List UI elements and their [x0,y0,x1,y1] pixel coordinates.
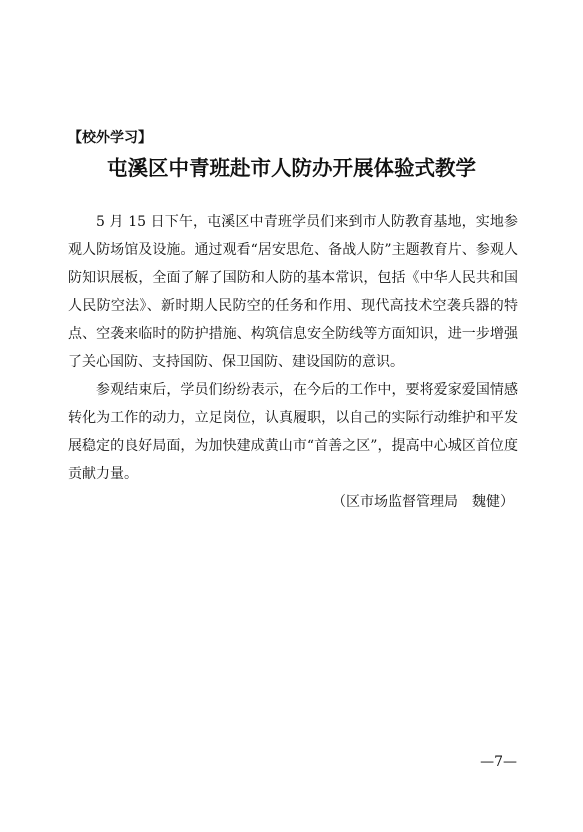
byline: （区市场监督管理局 魏健） [332,494,514,510]
article-body [68,208,518,516]
page-number: —7— [480,754,517,770]
section-label: 【校外学习】 [68,130,152,146]
paragraph-1: 5 月 15 日下午，屯溪区中青班学员们来到市人防教育基地，实地参观人防场馆及设施。通过观看“居安思危、备战人防”主题教育片、参观人防知识展板，全面了解了国防和人防的基本常识，包括《中华人民共和国人民防空法》、新时期人民防空的任务和作用、现代高技术空袭兵器的特点、空袭来临时的防护措施、构筑信息安全防线等方面知识，进一步增强了关心国防、支持国防、保卫国防、建设国防的意识。 [68,214,518,370]
article-title: 屯溪区中青班赴市人防办开展体验式教学 [107,156,476,180]
paragraph-2: 参观结束后，学员们纷纷表示，在今后的工作中，要将爱家爱国情感转化为工作的动力，立足岗位，认真履职，以自己的实际行动维护和平发展稳定的良好局面，为加快建成黄山市“首善之区”，提高中心城区首位度贡献力量。 [68,382,518,482]
